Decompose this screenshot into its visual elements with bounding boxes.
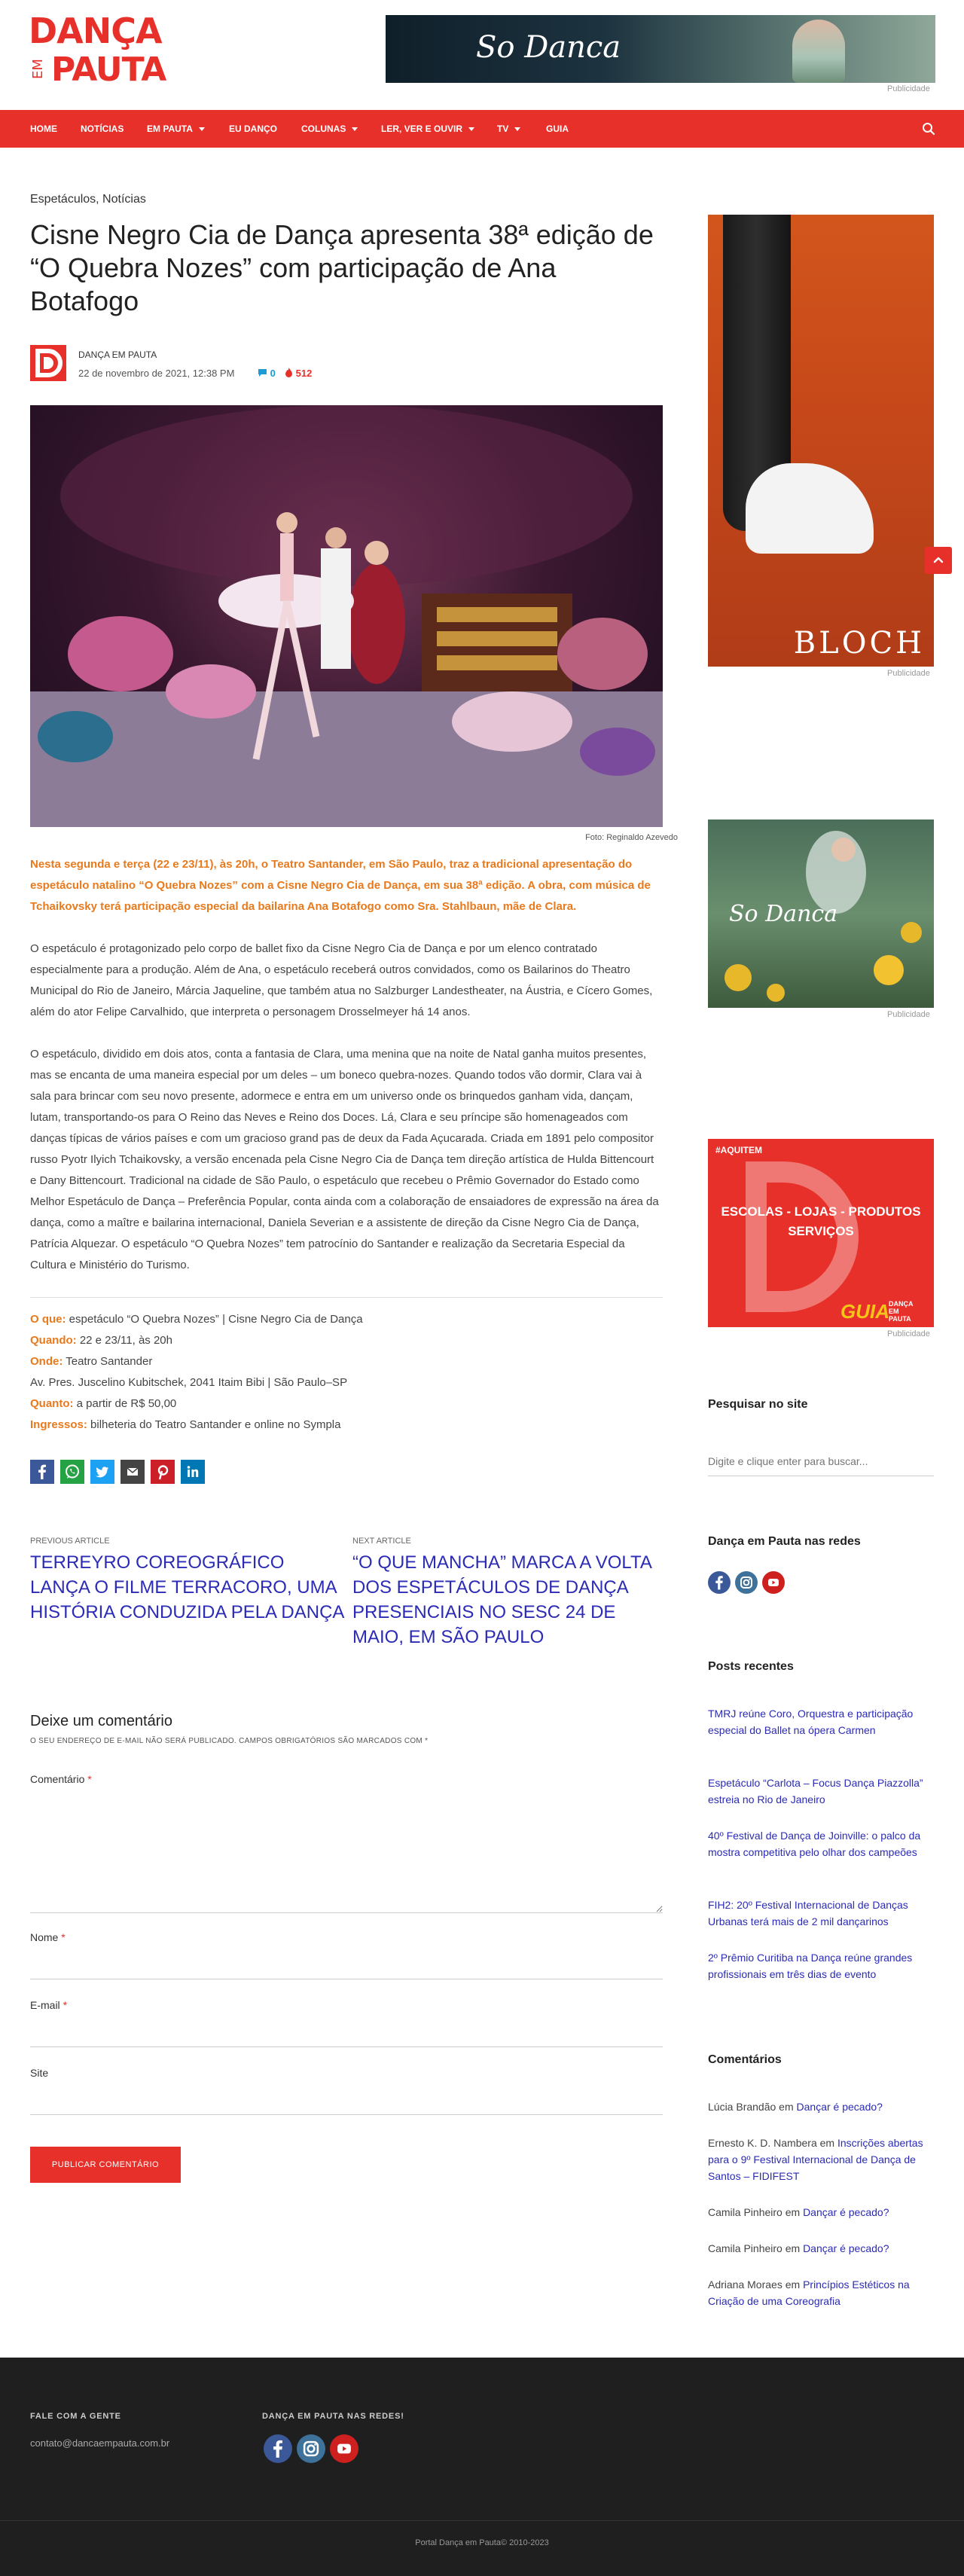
footer-youtube-link[interactable]: [330, 2434, 358, 2463]
twitter-icon: [90, 1460, 114, 1484]
info-value: Teatro Santander: [63, 1355, 153, 1368]
info-where: [30, 1351, 152, 1372]
info-label: Onde:: [30, 1355, 63, 1368]
recent-post-link[interactable]: FIH2: 20º Festival Internacional de Danças Urbanas terá mais de 2 mil dançarinos: [708, 1899, 908, 1927]
facebook-icon: [708, 1571, 731, 1594]
divider: [30, 1297, 663, 1298]
facebook-icon: [264, 2434, 292, 2463]
label-text: Nome: [30, 1931, 59, 1943]
footer-divider: [0, 2520, 964, 2521]
nav-item-guia[interactable]: [546, 110, 569, 148]
comments-widget-title: Comentários: [708, 2053, 782, 2066]
next-article-link[interactable]: [352, 1537, 669, 1650]
info-value: bilheteria do Teatro Santander e online no Sympla: [87, 1418, 341, 1431]
nav-item-ler-ver-ouvir[interactable]: [381, 110, 474, 148]
search-icon[interactable]: [922, 122, 935, 136]
comment-author: Adriana Moraes: [708, 2278, 782, 2291]
label-text: Comentário: [30, 1773, 85, 1785]
article-hero-image: [30, 405, 663, 827]
top-ad-brand: So Danca: [476, 30, 621, 65]
linkedin-icon: [181, 1460, 205, 1484]
previous-article-link[interactable]: [30, 1537, 346, 1625]
email-input[interactable]: [30, 2017, 663, 2047]
search-widget-title: Pesquisar no site: [708, 1398, 808, 1411]
comment-form-heading: Deixe um comentário: [30, 1713, 172, 1729]
recent-comment: [708, 2135, 934, 2184]
nav-item-home[interactable]: [30, 110, 57, 148]
article-categories[interactable]: Espetáculos, Notícias: [30, 193, 146, 206]
email-icon: [120, 1460, 145, 1484]
logo-d-icon: [30, 345, 66, 381]
logo-text-top: DANÇA: [29, 11, 162, 51]
chevron-down-icon: [514, 127, 520, 131]
site-input[interactable]: [30, 2085, 663, 2115]
comment-separator: em: [776, 2101, 797, 2113]
top-ad-dancer-image: [792, 20, 845, 83]
comment-separator: em: [816, 2137, 837, 2149]
name-input[interactable]: [30, 1949, 663, 1979]
sidebar-ad-caption: Publicidade: [887, 669, 930, 678]
facebook-icon: [30, 1460, 54, 1484]
comment-separator: em: [782, 2278, 804, 2291]
linkedin-share-button[interactable]: [181, 1460, 205, 1484]
email-field-label: [30, 1999, 67, 2011]
instagram-icon: [297, 2434, 325, 2463]
submit-comment-button[interactable]: PUBLICAR COMENTÁRIO: [30, 2147, 181, 2183]
comment-count-value: 0: [270, 368, 276, 379]
nav-label: GUIA: [546, 124, 569, 134]
info-tickets: [30, 1415, 340, 1436]
nav-item-eu-danco[interactable]: [229, 110, 277, 148]
info-value: a partir de R$ 50,00: [73, 1397, 177, 1410]
required-mark: *: [87, 1773, 92, 1785]
site-footer: [0, 2358, 964, 2576]
view-count-value: 512: [295, 368, 313, 379]
guia-ad-brand: GUIA: [840, 1300, 889, 1323]
footer-email-link[interactable]: contato@dancaempauta.com.br: [30, 2437, 170, 2449]
dance-shoe-image: [746, 463, 874, 554]
facebook-link[interactable]: [708, 1571, 731, 1594]
guia-sub-line: PAUTA: [889, 1315, 911, 1323]
article-lead: Nesta segunda e terça (22 e 23/11), às 20h, o Teatro Santander, em São Paulo, traz a tradicional apresentação do espetáculo natalino “O Quebra Nozes” com a Cisne Negro Cia de Dança, em sua 38ª edição. A obra, com música de Tchaikovsky terá participação especial da bailarina Ana Botafogo como Sra. Stahlbaun, mãe de Clara.: [30, 858, 651, 913]
info-label: Quanto:: [30, 1397, 74, 1410]
instagram-link[interactable]: [735, 1571, 758, 1594]
info-address: [30, 1372, 347, 1393]
chevron-down-icon: [468, 127, 474, 131]
info-label: O que:: [30, 1313, 66, 1326]
nav-label: EU DANÇO: [229, 124, 278, 134]
site-logo[interactable]: [29, 11, 209, 89]
instagram-icon: [735, 1571, 758, 1594]
chevron-down-icon: [199, 127, 205, 131]
article-paragraph: O espetáculo é protagonizado pelo corpo de ballet fixo da Cisne Negro Cia de Dança e por um elenco contratado especialmente para a produção. Além de Ana, o espetáculo receberá outros convidados, como os Bailarinos do Theatro Municipal do Rio de Janeiro, Márcia Jaqueline, que também atua no Salzburger Landestheater, na Áustria, e Cícero Gomes, além do ator Felipe Carvalhido, que interpreta o personagem Drosselmeyer há 14 anos.: [30, 942, 653, 1018]
bloch-brand: BLOCH: [793, 626, 925, 661]
comment-count[interactable]: [258, 368, 276, 379]
info-price: [30, 1393, 176, 1415]
logo-text-em: EM: [30, 59, 46, 80]
recent-comment: [708, 2276, 934, 2309]
comment-post-link[interactable]: Inscrições abertas para o 9º Festival Internacional de Dança de Santos – FIDIFEST: [708, 2137, 923, 2182]
post-date: 22 de novembro de 2021, 12:38 PM: [78, 368, 235, 379]
chevron-up-icon: [925, 547, 952, 574]
name-field-label: [30, 1931, 66, 1943]
guia-ad-sub: [889, 1300, 914, 1323]
photo-credit: Foto: Reginaldo Azevedo: [585, 833, 678, 842]
comment-form-note: O SEU ENDEREÇO DE E-MAIL NÃO SERÁ PUBLICADO. CAMPOS OBRIGATÓRIOS SÃO MARCADOS COM *: [30, 1737, 429, 1745]
next-article-label: NEXT ARTICLE: [352, 1537, 411, 1546]
view-count: [285, 368, 312, 379]
nav-label: LER, VER E OUVIR: [381, 124, 463, 134]
label-text: Site: [30, 2067, 49, 2079]
facebook-share-button[interactable]: [30, 1460, 54, 1484]
author-name[interactable]: DANÇA EM PAUTA: [78, 349, 157, 360]
top-banner-ad[interactable]: [386, 15, 935, 83]
recent-post-link[interactable]: 2º Prêmio Curitiba na Dança reúne grandes profissionais em três dias de evento: [708, 1952, 913, 1980]
next-article-title: “O QUE MANCHA” MARCA A VOLTA DOS ESPETÁCULOS DE DANÇA PRESENCIAIS NO SESC 24 DE MAIO, EM SÃO PAULO: [352, 1552, 651, 1647]
comment-author: Camila Pinheiro: [708, 2242, 782, 2254]
chevron-down-icon: [352, 127, 358, 131]
social-widget-title: Dança em Pauta nas redes: [708, 1535, 861, 1548]
sidebar-ad-caption: Publicidade: [887, 1329, 930, 1338]
nav-item-noticias[interactable]: [81, 110, 124, 148]
sidebar-ad-caption: Publicidade: [887, 1010, 930, 1019]
info-value: Av. Pres. Juscelino Kubitschek, 2041 Itaim Bibi | São Paulo–SP: [30, 1376, 348, 1389]
footer-instagram-link[interactable]: [297, 2434, 325, 2463]
footer-social-heading: DANÇA EM PAUTA NAS REDES!: [262, 2412, 404, 2421]
article-title: Cisne Negro Cia de Dança apresenta 38ª edição de “O Quebra Nozes” com participação de Ana Botafogo: [30, 219, 654, 316]
whatsapp-icon: [60, 1460, 84, 1484]
back-to-top-button[interactable]: [925, 547, 952, 574]
site-header: [0, 0, 964, 110]
twitter-share-button[interactable]: [90, 1460, 114, 1484]
recent-comment: [708, 2240, 934, 2257]
nav-label: HOME: [30, 124, 57, 134]
comment-post-link[interactable]: Princípios Estéticos na Criação de uma Coreografia: [708, 2278, 910, 2307]
comment-author: Camila Pinheiro: [708, 2206, 782, 2218]
footer-contact-heading: FALE COM A GENTE: [30, 2412, 121, 2421]
required-mark: *: [61, 1931, 66, 1943]
youtube-icon: [330, 2434, 358, 2463]
comment-post-link[interactable]: Dançar é pecado?: [803, 2206, 889, 2218]
comment-post-link[interactable]: Dançar é pecado?: [796, 2101, 883, 2113]
comment-separator: em: [782, 2206, 804, 2218]
label-text: E-mail: [30, 1999, 60, 2011]
info-when: [30, 1330, 172, 1351]
nav-label: NOTÍCIAS: [81, 124, 124, 134]
nav-item-colunas[interactable]: [301, 110, 358, 148]
required-mark: *: [63, 1999, 68, 2011]
main-nav: [0, 110, 964, 148]
info-label: Ingressos:: [30, 1418, 87, 1431]
comment-textarea[interactable]: [30, 1793, 663, 1913]
comment-post-link[interactable]: Dançar é pecado?: [803, 2242, 889, 2254]
pinterest-icon: [151, 1460, 175, 1484]
youtube-link[interactable]: [762, 1571, 785, 1594]
info-label: Quando:: [30, 1334, 77, 1347]
guia-ad-text: ESCOLAS - LOJAS - PRODUTOS SERVIÇOS: [721, 1204, 921, 1238]
copyright: Portal Dança em Pauta© 2010-2023: [415, 2538, 549, 2547]
nav-item-tv[interactable]: [497, 110, 520, 148]
recent-post-link[interactable]: Espetáculo “Carlota – Focus Dança Piazzolla” estreia no Rio de Janeiro: [708, 1777, 923, 1805]
comment-field-label: [30, 1773, 92, 1785]
sidebar-ad-guia[interactable]: [708, 1139, 934, 1327]
comment-author: Ernesto K. D. Nambera: [708, 2137, 817, 2149]
recent-posts-title: Posts recentes: [708, 1660, 794, 1673]
comment-icon: [258, 368, 267, 377]
email-share-button[interactable]: [120, 1460, 145, 1484]
fire-icon: [285, 368, 293, 377]
ballet-stage-illustration: [30, 405, 663, 827]
info-value: espetáculo “O Quebra Nozes” | Cisne Negro Cia de Dança: [66, 1313, 363, 1326]
recent-post-link[interactable]: 40º Festival de Dança de Joinville: o palco da mostra competitiva pelo olhar dos campeões: [708, 1830, 921, 1858]
recent-comment: [708, 2098, 934, 2115]
logo-text-bottom: PAUTA: [51, 50, 166, 89]
author-avatar[interactable]: [30, 345, 66, 381]
guia-hashtag: #AQUITEM: [715, 1145, 763, 1155]
footer-facebook-link[interactable]: [264, 2434, 292, 2463]
article-paragraph: O espetáculo, dividido em dois atos, conta a fantasia de Clara, uma menina que na noite de Natal ganha muitos presentes, mas se encanta de uma maneira especial por um deles – um boneco quebra-nozes. Quando todos vão dormir, Clara vai à sala para brincar com seu novo presente, adormece e entra em um universo onde os brinquedos ganham vida, dançam, lutam, transportando-os para O Reino das Neves e Reino dos Doces. Lá, Clara e seu príncipe são homenageados com danças típicas de vários países e com um gracioso grand pas de deux da Fada Açucarada. Criada em 1891 pelo compositor russo Pyotr Ilyich Tchaikovsky, a versão encenada pela Cisne Negro Cia de Dança tem direção artística de Hulda Bittencourt e Dany Bittencourt. Tradicional na cidade de São Paulo, o espetáculo que recebeu o Prêmio Governador do Estado como Melhor Espetáculo de Dança – Preferência Popular, conta ainda com a colaboração de ensaiadores de expressão na área da dança, como a maître e bailarina internacional, Daniela Severian e a assistente de direção da Cisne Negro Cia de Dança, Patrícia Alquezar. O espetáculo “O Quebra Nozes” tem patrocínio do Santander e realização da Secretaria Especial da Cultura e Ministério do Turismo.: [30, 1048, 659, 1271]
youtube-icon: [762, 1571, 785, 1594]
info-value: 22 e 23/11, às 20h: [76, 1334, 172, 1347]
previous-article-label: PREVIOUS ARTICLE: [30, 1537, 110, 1546]
top-ad-caption: Publicidade: [887, 84, 930, 93]
nav-item-em-pauta[interactable]: [147, 110, 205, 148]
nav-label: TV: [497, 124, 509, 134]
guia-sub-line: DANÇA: [889, 1300, 914, 1308]
sidebar-ad-so-danca[interactable]: [708, 819, 934, 1008]
comment-separator: em: [782, 2242, 804, 2254]
info-what: [30, 1309, 363, 1330]
previous-article-title: TERREYRO COREOGRÁFICO LANÇA O FILME TERRACORO, UMA HISTÓRIA CONDUZIDA PELA DANÇA: [30, 1552, 345, 1622]
guia-sub-line: EM: [889, 1308, 899, 1315]
recent-post-link[interactable]: TMRJ reúne Coro, Orquestra e participação especial do Ballet na ópera Carmen: [708, 1708, 914, 1736]
nav-label: COLUNAS: [301, 124, 346, 134]
recent-comment: [708, 2204, 934, 2220]
nav-label: EM PAUTA: [147, 124, 193, 134]
sidebar-ad-bloch[interactable]: [708, 215, 934, 667]
whatsapp-share-button[interactable]: [60, 1460, 84, 1484]
sidebar-search-input[interactable]: [708, 1446, 934, 1476]
so-danca-brand: So Danca: [729, 901, 838, 927]
site-field-label: [30, 2067, 48, 2079]
pinterest-share-button[interactable]: [151, 1460, 175, 1484]
comment-author: Lúcia Brandão: [708, 2101, 776, 2113]
